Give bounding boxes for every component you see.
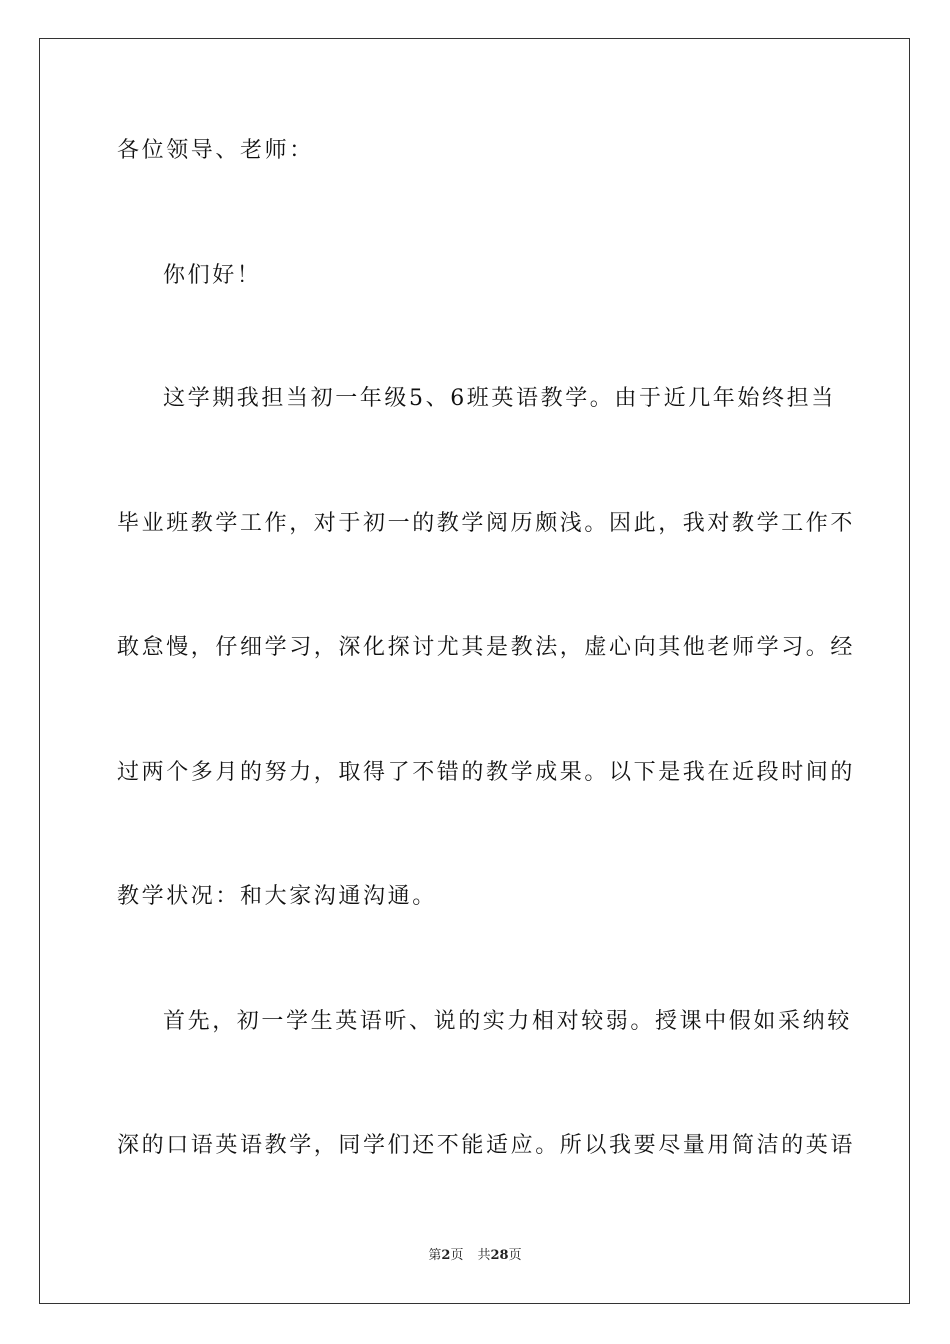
total-suffix: 页 bbox=[508, 1248, 522, 1263]
greeting-line: 你们好！ bbox=[163, 263, 262, 288]
body-line: 毕业班教学工作，对于初一的教学阅历颇浅。因此，我对教学工作不 bbox=[117, 511, 856, 536]
body-line: 敢怠慢，仔细学习，深化探讨尤其是教法，虚心向其他老师学习。经 bbox=[117, 635, 856, 660]
body-line: 首先，初一学生英语听、说的实力相对较弱。授课中假如采纳较 bbox=[163, 1009, 852, 1034]
salutation-line: 各位领导、老师： bbox=[117, 138, 314, 163]
page-prefix: 第 bbox=[428, 1248, 442, 1263]
page-number: 2 bbox=[441, 1248, 451, 1263]
total-prefix: 共 bbox=[477, 1248, 491, 1263]
body-line: 教学状况：和大家沟通沟通。 bbox=[117, 884, 437, 909]
body-line: 这学期我担当初一年级5、6班英语教学。由于近几年始终担当 bbox=[163, 386, 836, 411]
page-suffix: 页 bbox=[450, 1248, 464, 1263]
page-footer bbox=[0, 1247, 950, 1265]
total-pages: 28 bbox=[490, 1248, 509, 1263]
page-frame bbox=[39, 38, 910, 1304]
body-line: 过两个多月的努力，取得了不错的教学成果。以下是我在近段时间的 bbox=[117, 760, 856, 785]
body-line: 深的口语英语教学，同学们还不能适应。所以我要尽量用简洁的英语 bbox=[117, 1133, 856, 1158]
